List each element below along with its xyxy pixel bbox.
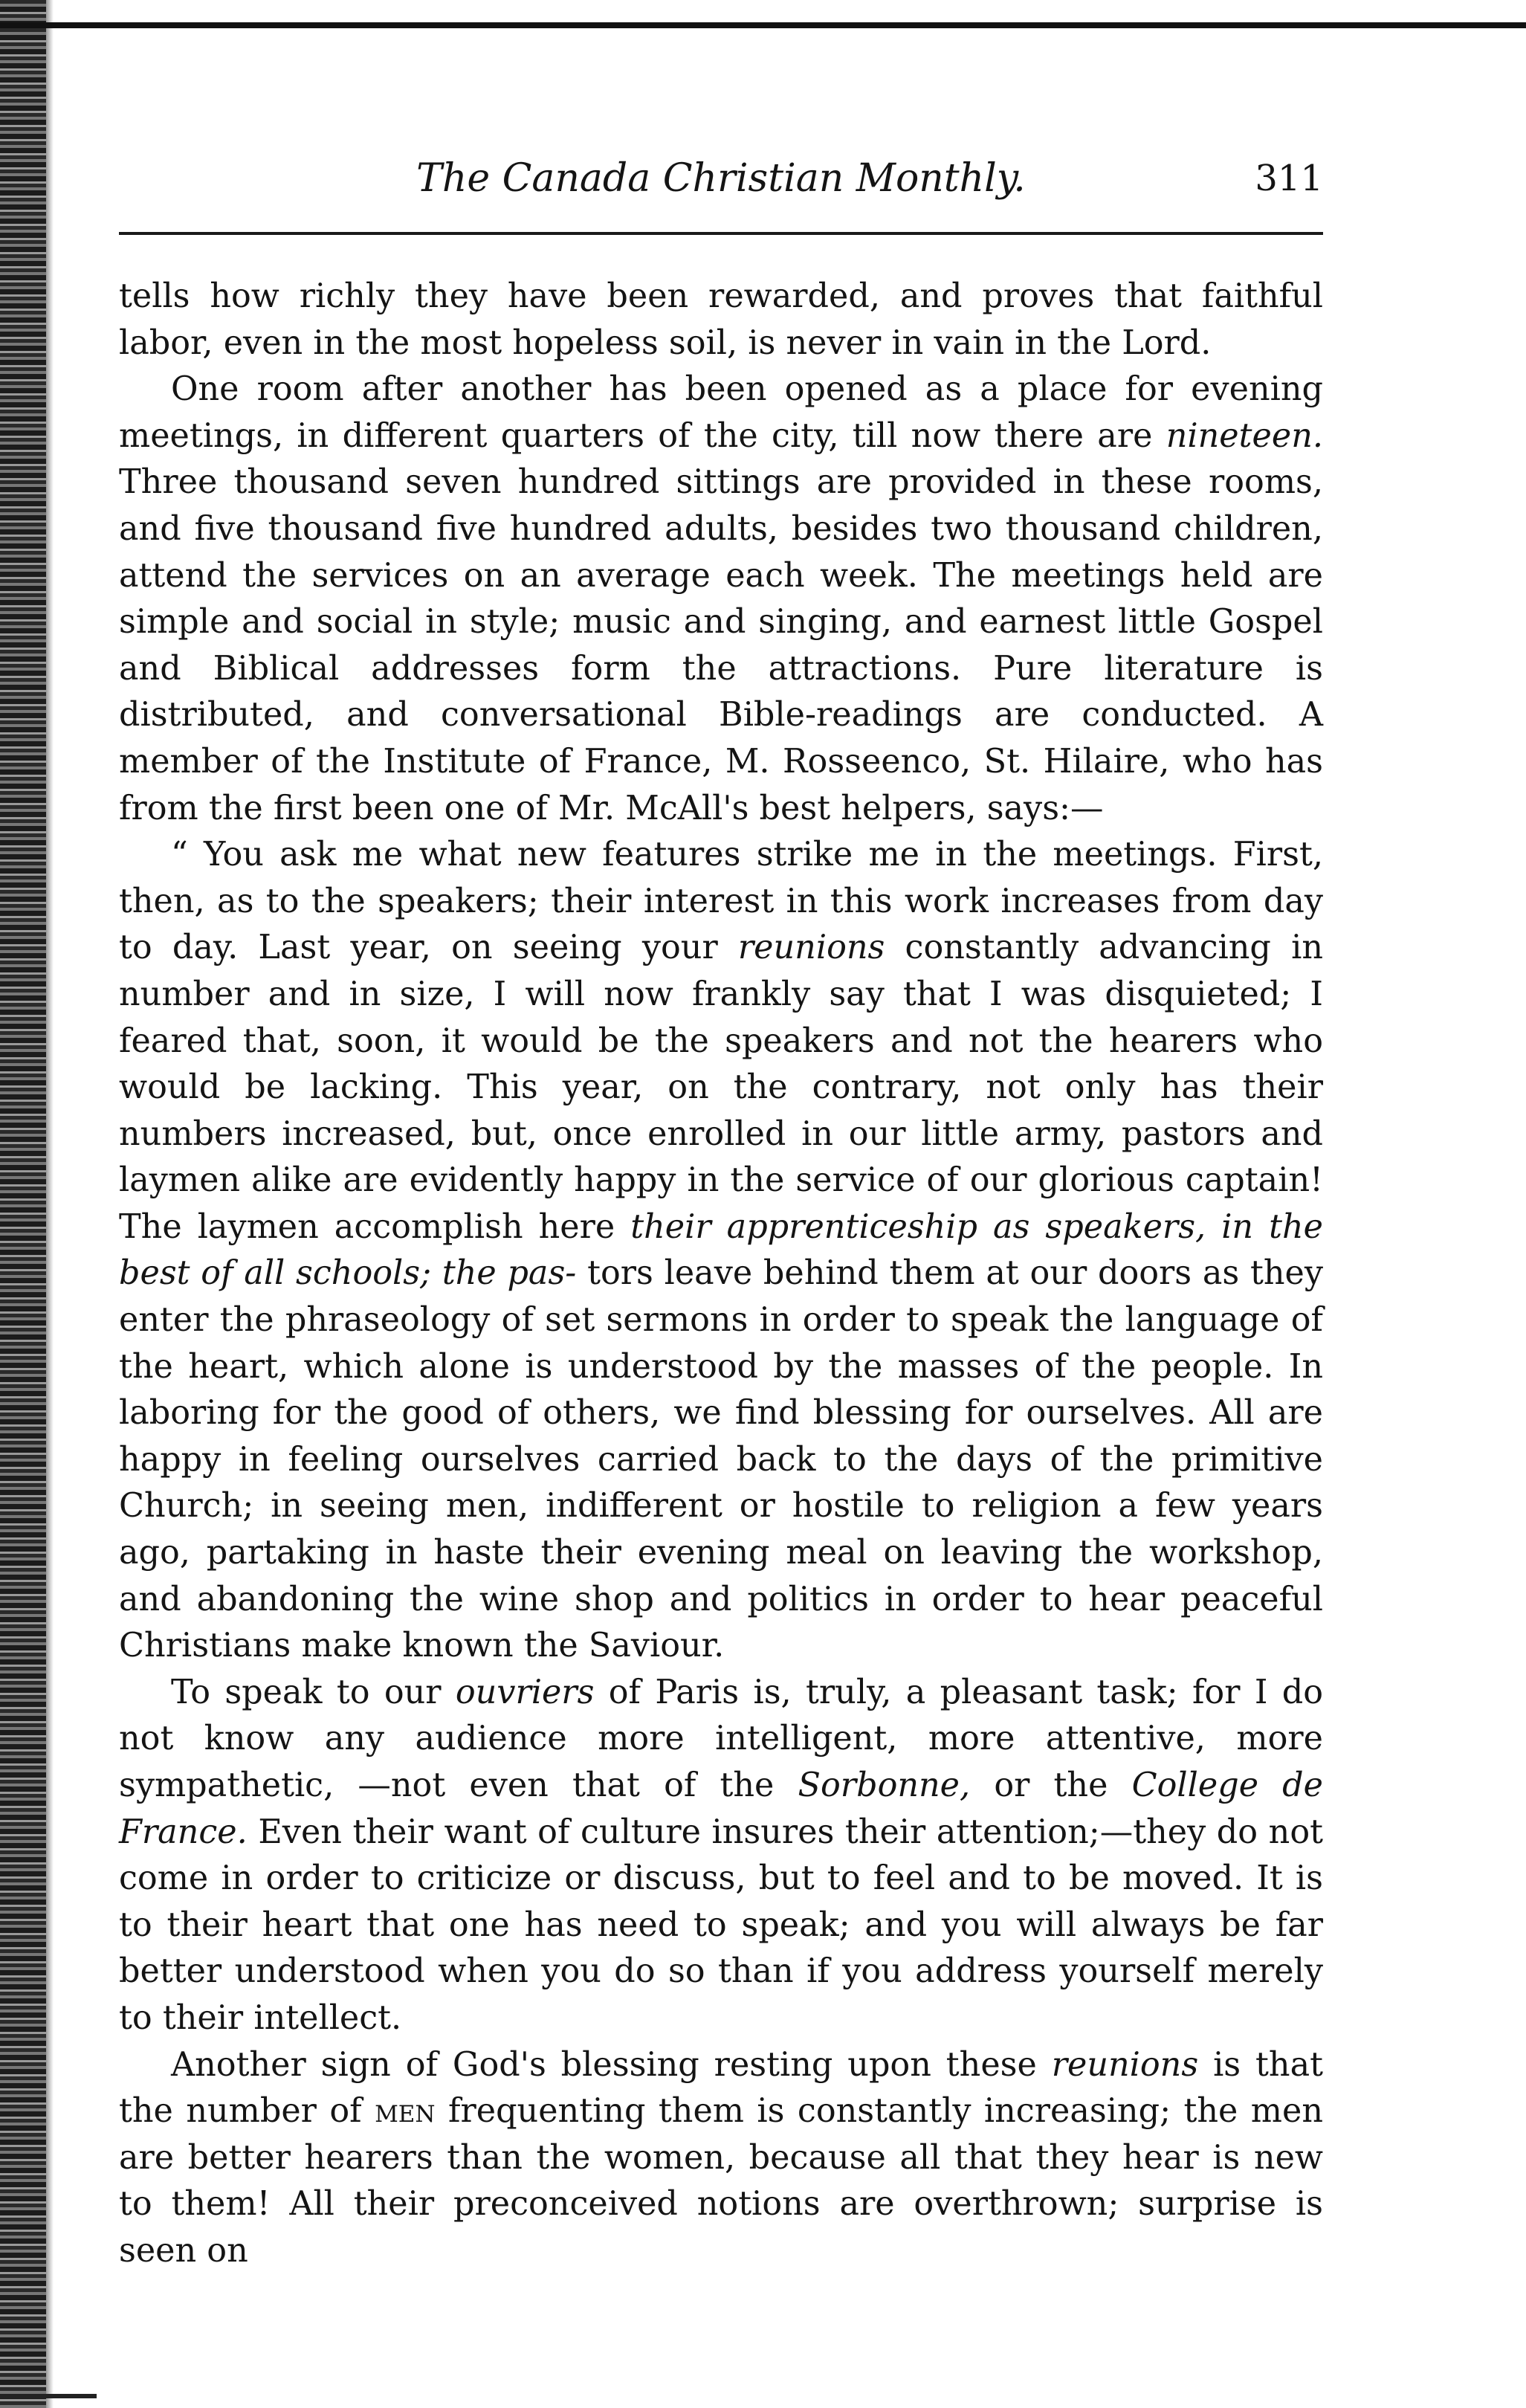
paragraph xyxy=(119,832,1323,1670)
italic-text-run: reunions xyxy=(1051,2045,1199,2084)
smallcaps-text-run: men xyxy=(375,2092,436,2131)
text-run: tors leave behind them at our doors as they enter the phraseology of set sermons in order to speak the language of the heart, which alone is understood by the masses of the people. In laboring for the good of others, we find blessing for ourselves. All are happy in feeling ourselves carried back to the days of the primitive Church; in seeing men, indifferent or hostile to religion a few years ago, partaking in haste their evening meal on leaving the workshop, and abandoning the wine shop and politics in order to hear peaceful Christians make known the Saviour. xyxy=(119,1254,1324,1665)
paragraph xyxy=(119,367,1323,832)
text-run: “ You ask me what new features strike me in the meetings. First, then, as to the speakers; their interest in this work increases from day to day. Last year, on seeing your xyxy=(119,836,1323,967)
text-run: or the xyxy=(970,1766,1132,1804)
page-number: 311 xyxy=(1255,158,1323,199)
italic-text-run: Sorbonne, xyxy=(798,1766,971,1804)
text-run: of Paris is, truly, a pleasant task; for I do not know any audience more intelligent, more attentive, more sympathetic, —not even that of the xyxy=(119,1673,1323,1804)
header-rule xyxy=(119,232,1323,235)
text-run: To speak to our xyxy=(171,1673,456,1711)
italic-text-run: reunions xyxy=(737,929,885,967)
page-header xyxy=(119,152,1323,234)
binding-gutter xyxy=(0,0,46,2408)
text-run: Three thousand seven hundred sittings are provided in these rooms, and five thousand five hundred adults, besides two thousand children, attend the services on an average each week. The meetings held are simple and social in style; music and singing, and earnest little Gospel and Biblical addresses form the attractions. Pure literature is distributed, and conversational Bible-readings are conducted. A member of the Institute of France, M. Rosseenco, St. Hilaire, who has from the first been one of Mr. McAll's best helpers, says:— xyxy=(119,463,1323,827)
scan-top-border xyxy=(0,22,1526,28)
running-title: The Canada Christian Monthly. xyxy=(416,156,1026,201)
text-run: constantly advancing in number and in size, I will now frankly say that I was disquieted; I feared that, soon, it would be the speakers and not the hearers who would be lacking. This year, on the contrary, not only has their numbers increased, but, once enrolled in our little army, pastors and laymen alike are evidently happy in the service of our glorious captain! The laymen accomplish here xyxy=(119,929,1323,1246)
paragraph xyxy=(119,274,1323,367)
italic-text-run: nineteen. xyxy=(1165,416,1323,455)
text-run: is that the number of xyxy=(119,2045,1323,2131)
text-run: One room after another has been opened as a place for evening meetings, in different quarters of the city, till now there are xyxy=(119,370,1323,455)
text-run: Even their want of culture insures their attention;—they do not come in order to criticize or discuss, but to feel and to be moved. It is to their heart that one has need to speak; and you will always be far better understood when you do so than if you address yourself merely to their intellect. xyxy=(119,1813,1323,2037)
body-text xyxy=(119,274,1323,2275)
text-run: Another sign of God's blessing resting upon these xyxy=(171,2045,1052,2084)
italic-text-run: their apprenticeship as speakers, in the best of all schools; the pas- xyxy=(119,1207,1323,1293)
scan-bottom-mark xyxy=(0,2394,97,2398)
paragraph xyxy=(119,2042,1323,2275)
italic-text-run: ouvriers xyxy=(455,1673,595,1711)
italic-text-run: College de France. xyxy=(119,1766,1323,1851)
text-run: frequenting them is constantly increasing; the men are better hearers than the women, because all that they hear is new to them! All their preconceived notions are overthrown; surprise is seen on xyxy=(119,2092,1324,2270)
text-run: tells how richly they have been rewarded, and proves that faithful labor, even in the most hopeless soil, is never in vain in the Lord. xyxy=(119,277,1323,362)
binding-gutter-edge xyxy=(46,0,54,2408)
paragraph xyxy=(119,1670,1323,2042)
